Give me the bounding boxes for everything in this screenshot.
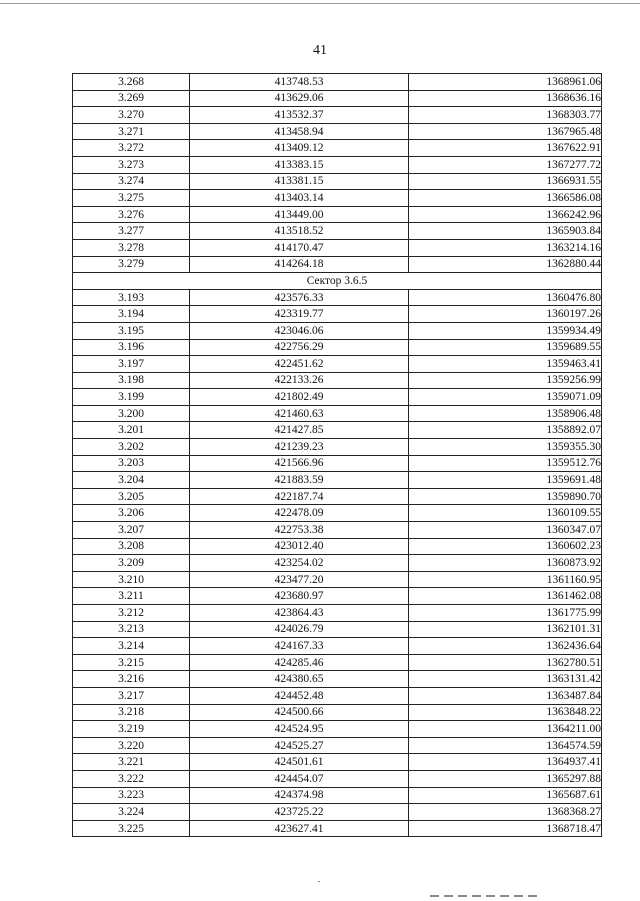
table-row	[73, 173, 602, 190]
point-number-cell: 3.193	[73, 289, 190, 306]
x-coordinate-cell: 423319.77	[190, 306, 409, 323]
section-title: Сектор 3.6.5	[73, 273, 602, 290]
table-row	[73, 522, 602, 539]
y-coordinate-cell: 1367277.72	[409, 156, 602, 173]
table-row	[73, 638, 602, 655]
table-row	[73, 737, 602, 754]
table-row	[73, 239, 602, 256]
table-row	[73, 820, 602, 837]
table-row	[73, 455, 602, 472]
point-number-cell: 3.218	[73, 704, 190, 721]
table-row	[73, 322, 602, 339]
point-number-cell: 3.275	[73, 190, 190, 207]
x-coordinate-cell: 422756.29	[190, 339, 409, 356]
table-row	[73, 704, 602, 721]
x-coordinate-cell: 413629.06	[190, 90, 409, 107]
y-coordinate-cell: 1363131.42	[409, 671, 602, 688]
x-coordinate-cell: 413403.14	[190, 190, 409, 207]
y-coordinate-cell: 1364574.59	[409, 737, 602, 754]
table-row	[73, 605, 602, 622]
y-coordinate-cell: 1359691.48	[409, 472, 602, 489]
point-number-cell: 3.202	[73, 439, 190, 456]
point-number-cell: 3.201	[73, 422, 190, 439]
table-row	[73, 123, 602, 140]
x-coordinate-cell: 424380.65	[190, 671, 409, 688]
table-row	[73, 505, 602, 522]
table-row	[73, 754, 602, 771]
y-coordinate-cell: 1358892.07	[409, 422, 602, 439]
y-coordinate-cell: 1359689.55	[409, 339, 602, 356]
table-row	[73, 671, 602, 688]
y-coordinate-cell: 1360197.26	[409, 306, 602, 323]
x-coordinate-cell: 413381.15	[190, 173, 409, 190]
y-coordinate-cell: 1359512.76	[409, 455, 602, 472]
x-coordinate-cell: 413449.00	[190, 206, 409, 223]
y-coordinate-cell: 1364937.41	[409, 754, 602, 771]
top-rule	[0, 3, 640, 4]
y-coordinate-cell: 1359934.49	[409, 322, 602, 339]
y-coordinate-cell: 1366586.08	[409, 190, 602, 207]
y-coordinate-cell: 1360109.55	[409, 505, 602, 522]
table-row	[73, 770, 602, 787]
point-number-cell: 3.212	[73, 605, 190, 622]
x-coordinate-cell: 424167.33	[190, 638, 409, 655]
table-row	[73, 654, 602, 671]
scan-artifact-dot	[318, 881, 320, 882]
point-number-cell: 3.214	[73, 638, 190, 655]
y-coordinate-cell: 1364211.00	[409, 721, 602, 738]
y-coordinate-cell: 1362101.31	[409, 621, 602, 638]
point-number-cell: 3.196	[73, 339, 190, 356]
point-number-cell: 3.200	[73, 405, 190, 422]
y-coordinate-cell: 1362880.44	[409, 256, 602, 273]
section-header-row	[73, 273, 602, 290]
y-coordinate-cell: 1361160.95	[409, 571, 602, 588]
y-coordinate-cell: 1366242.96	[409, 206, 602, 223]
point-number-cell: 3.268	[73, 74, 190, 91]
coordinates-table-body	[73, 74, 602, 837]
y-coordinate-cell: 1367965.48	[409, 123, 602, 140]
x-coordinate-cell: 424501.61	[190, 754, 409, 771]
y-coordinate-cell: 1368303.77	[409, 107, 602, 124]
point-number-cell: 3.198	[73, 372, 190, 389]
table-row	[73, 389, 602, 406]
table-row	[73, 804, 602, 821]
y-coordinate-cell: 1368636.16	[409, 90, 602, 107]
x-coordinate-cell: 422187.74	[190, 488, 409, 505]
y-coordinate-cell: 1365903.84	[409, 223, 602, 240]
point-number-cell: 3.204	[73, 472, 190, 489]
y-coordinate-cell: 1359355.30	[409, 439, 602, 456]
table-row	[73, 74, 602, 91]
x-coordinate-cell: 422753.38	[190, 522, 409, 539]
x-coordinate-cell: 413748.53	[190, 74, 409, 91]
point-number-cell: 3.215	[73, 654, 190, 671]
point-number-cell: 3.219	[73, 721, 190, 738]
point-number-cell: 3.197	[73, 356, 190, 373]
point-number-cell: 3.206	[73, 505, 190, 522]
point-number-cell: 3.276	[73, 206, 190, 223]
x-coordinate-cell: 414170.47	[190, 239, 409, 256]
point-number-cell: 3.217	[73, 687, 190, 704]
table-row	[73, 206, 602, 223]
x-coordinate-cell: 423477.20	[190, 571, 409, 588]
x-coordinate-cell: 421239.23	[190, 439, 409, 456]
y-coordinate-cell: 1359071.09	[409, 389, 602, 406]
x-coordinate-cell: 413409.12	[190, 140, 409, 157]
point-number-cell: 3.269	[73, 90, 190, 107]
point-number-cell: 3.207	[73, 522, 190, 539]
y-coordinate-cell: 1368368.27	[409, 804, 602, 821]
table-row	[73, 90, 602, 107]
table-row	[73, 787, 602, 804]
point-number-cell: 3.279	[73, 256, 190, 273]
y-coordinate-cell: 1363214.16	[409, 239, 602, 256]
point-number-cell: 3.277	[73, 223, 190, 240]
y-coordinate-cell: 1360347.07	[409, 522, 602, 539]
x-coordinate-cell: 423627.41	[190, 820, 409, 837]
table-row	[73, 588, 602, 605]
x-coordinate-cell: 413518.52	[190, 223, 409, 240]
point-number-cell: 3.273	[73, 156, 190, 173]
y-coordinate-cell: 1363487.84	[409, 687, 602, 704]
y-coordinate-cell: 1368961.06	[409, 74, 602, 91]
table-row	[73, 140, 602, 157]
x-coordinate-cell: 421883.59	[190, 472, 409, 489]
table-row	[73, 571, 602, 588]
point-number-cell: 3.199	[73, 389, 190, 406]
table-row	[73, 555, 602, 572]
coordinates-table	[72, 73, 602, 837]
table-row	[73, 372, 602, 389]
point-number-cell: 3.210	[73, 571, 190, 588]
y-coordinate-cell: 1359890.70	[409, 488, 602, 505]
table-row	[73, 721, 602, 738]
point-number-cell: 3.195	[73, 322, 190, 339]
point-number-cell: 3.270	[73, 107, 190, 124]
x-coordinate-cell: 424525.27	[190, 737, 409, 754]
x-coordinate-cell: 421460.63	[190, 405, 409, 422]
x-coordinate-cell: 424374.98	[190, 787, 409, 804]
y-coordinate-cell: 1361775.99	[409, 605, 602, 622]
x-coordinate-cell: 424454.07	[190, 770, 409, 787]
x-coordinate-cell: 423680.97	[190, 588, 409, 605]
table-row	[73, 405, 602, 422]
table-row	[73, 538, 602, 555]
table-row	[73, 356, 602, 373]
point-number-cell: 3.211	[73, 588, 190, 605]
x-coordinate-cell: 423012.40	[190, 538, 409, 555]
x-coordinate-cell: 422478.09	[190, 505, 409, 522]
table-row	[73, 289, 602, 306]
table-row	[73, 223, 602, 240]
x-coordinate-cell: 421566.96	[190, 455, 409, 472]
y-coordinate-cell: 1360873.92	[409, 555, 602, 572]
point-number-cell: 3.205	[73, 488, 190, 505]
x-coordinate-cell: 422451.62	[190, 356, 409, 373]
y-coordinate-cell: 1362780.51	[409, 654, 602, 671]
scan-artifact-marks	[430, 895, 540, 897]
x-coordinate-cell: 421802.49	[190, 389, 409, 406]
y-coordinate-cell: 1359256.99	[409, 372, 602, 389]
table-row	[73, 439, 602, 456]
x-coordinate-cell: 424026.79	[190, 621, 409, 638]
y-coordinate-cell: 1366931.55	[409, 173, 602, 190]
table-row	[73, 472, 602, 489]
page-number: 41	[313, 43, 327, 58]
x-coordinate-cell: 424285.46	[190, 654, 409, 671]
y-coordinate-cell: 1362436.64	[409, 638, 602, 655]
point-number-cell: 3.223	[73, 787, 190, 804]
x-coordinate-cell: 413532.37	[190, 107, 409, 124]
y-coordinate-cell: 1365687.61	[409, 787, 602, 804]
point-number-cell: 3.274	[73, 173, 190, 190]
x-coordinate-cell: 424500.66	[190, 704, 409, 721]
point-number-cell: 3.213	[73, 621, 190, 638]
point-number-cell: 3.209	[73, 555, 190, 572]
point-number-cell: 3.224	[73, 804, 190, 821]
point-number-cell: 3.272	[73, 140, 190, 157]
point-number-cell: 3.278	[73, 239, 190, 256]
point-number-cell: 3.194	[73, 306, 190, 323]
x-coordinate-cell: 424452.48	[190, 687, 409, 704]
point-number-cell: 3.208	[73, 538, 190, 555]
x-coordinate-cell: 423576.33	[190, 289, 409, 306]
x-coordinate-cell: 423725.22	[190, 804, 409, 821]
y-coordinate-cell: 1367622.91	[409, 140, 602, 157]
point-number-cell: 3.203	[73, 455, 190, 472]
x-coordinate-cell: 413458.94	[190, 123, 409, 140]
table-row	[73, 422, 602, 439]
x-coordinate-cell: 422133.26	[190, 372, 409, 389]
table-row	[73, 621, 602, 638]
y-coordinate-cell: 1365297.88	[409, 770, 602, 787]
y-coordinate-cell: 1360476.80	[409, 289, 602, 306]
x-coordinate-cell: 414264.18	[190, 256, 409, 273]
table-row	[73, 339, 602, 356]
point-number-cell: 3.220	[73, 737, 190, 754]
y-coordinate-cell: 1361462.08	[409, 588, 602, 605]
x-coordinate-cell: 421427.85	[190, 422, 409, 439]
table-row	[73, 687, 602, 704]
point-number-cell: 3.222	[73, 770, 190, 787]
y-coordinate-cell: 1363848.22	[409, 704, 602, 721]
point-number-cell: 3.271	[73, 123, 190, 140]
y-coordinate-cell: 1360602.23	[409, 538, 602, 555]
table-row	[73, 190, 602, 207]
y-coordinate-cell: 1368718.47	[409, 820, 602, 837]
x-coordinate-cell: 423254.02	[190, 555, 409, 572]
point-number-cell: 3.216	[73, 671, 190, 688]
table-row	[73, 306, 602, 323]
table-row	[73, 107, 602, 124]
table-row	[73, 488, 602, 505]
y-coordinate-cell: 1358906.48	[409, 405, 602, 422]
x-coordinate-cell: 413383.15	[190, 156, 409, 173]
table-row	[73, 256, 602, 273]
x-coordinate-cell: 423046.06	[190, 322, 409, 339]
table-row	[73, 156, 602, 173]
x-coordinate-cell: 423864.43	[190, 605, 409, 622]
point-number-cell: 3.225	[73, 820, 190, 837]
y-coordinate-cell: 1359463.41	[409, 356, 602, 373]
x-coordinate-cell: 424524.95	[190, 721, 409, 738]
point-number-cell: 3.221	[73, 754, 190, 771]
